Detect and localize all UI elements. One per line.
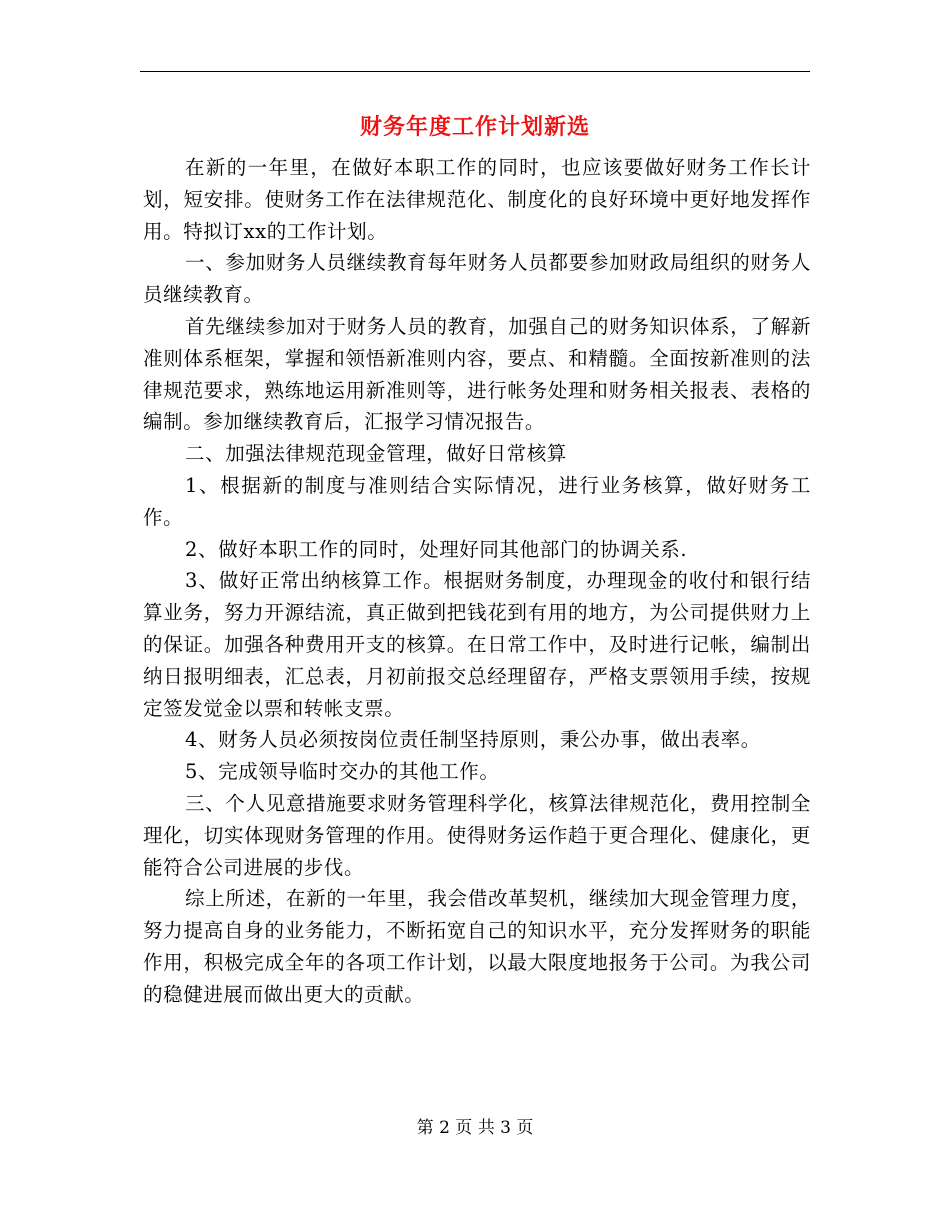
paragraph-item-2: 2、做好本职工作的同时，处理好同其他部门的协调关系. (185, 537, 688, 561)
paragraph-item-5: 5、完成领导临时交办的其他工作。 (185, 760, 500, 784)
document-body (143, 152, 811, 1011)
paragraph-section-1: 一、参加财务人员继续教育每年财务人员都要参加财政局组织的财务人员继续教育。 (143, 251, 811, 307)
paragraph-item-4: 4、财务人员必须按岗位责任制坚持原则，秉公办事，做出表率。 (185, 728, 761, 752)
paragraph-item-3: 3、做好正常出纳核算工作。根据财务制度，办理现金的收付和银行结算业务，努力开源结流，真正做到把钱花到有用的地方，为公司提供财力上的保证。加强各种费用开支的核算。在日常工作中，及时进行记帐，编制出纳日报明细表，汇总表，月初前报交总经理留存，严格支票领用手续，按规定签发觉金以票和转帐支票。 (143, 569, 811, 720)
paragraph-continuing-education: 首先继续参加对于财务人员的教育，加强自己的财务知识体系，了解新准则体系框架，掌握和领悟新准则内容，要点、和精髓。全面按新准则的法律规范要求，熟练地运用新准则等，进行帐务处理和财务相关报表、表格的编制。参加继续教育后，汇报学习情况报告。 (143, 314, 811, 434)
page-number-footer: 第 2 页 共 3 页 (416, 1118, 534, 1138)
paragraph-section-3: 三、个人见意措施要求财务管理科学化，核算法律规范化，费用控制全理化，切实体现财务管理的作用。使得财务运作趋于更合理化、健康化，更能符合公司进展的步伐。 (143, 791, 811, 879)
paragraph-section-2: 二、加强法律规范现金管理，做好日常核算 (185, 442, 567, 466)
document-title: 财务年度工作计划新选 (359, 114, 590, 140)
paragraph-intro: 在新的一年里，在做好本职工作的同时，也应该要做好财务工作长计划，短安排。使财务工作在法律规范化、制度化的良好环境中更好地发挥作用。特拟订xx的工作计划。 (143, 156, 811, 243)
header-rule (140, 71, 810, 72)
paragraph-item-1: 1、根据新的制度与准则结合实际情况，进行业务核算，做好财务工作。 (143, 473, 811, 529)
paragraph-conclusion: 综上所述，在新的一年里，我会借改革契机，继续加大现金管理力度，努力提高自身的业务能力，不断拓宽自己的知识水平，充分发挥财务的职能作用，积极完成全年的各项工作计划，以最大限度地报务于公司。为我公司的稳健进展而做出更大的贡献。 (143, 887, 811, 1006)
